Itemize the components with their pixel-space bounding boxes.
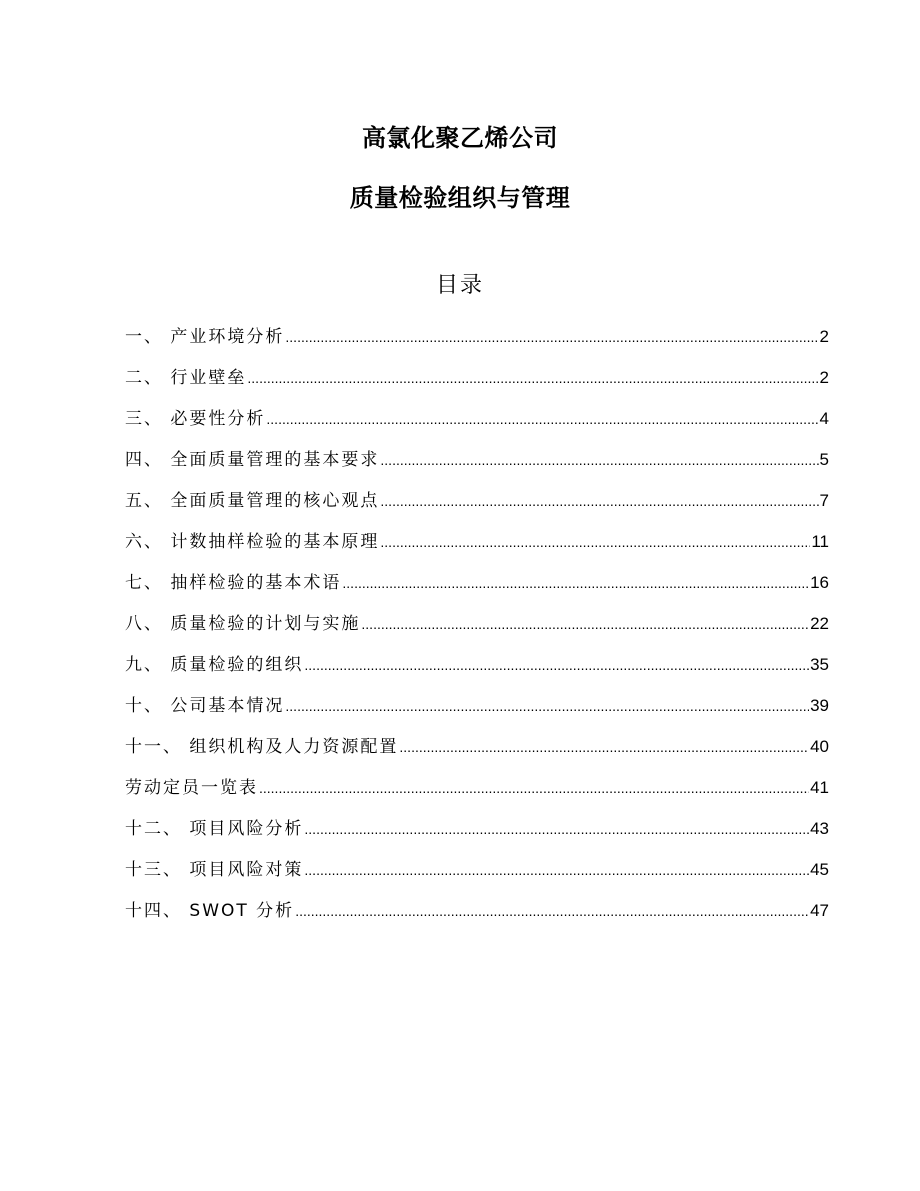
toc-entry-label: 六、 计数抽样检验的基本原理 (125, 532, 380, 552)
toc-entry[interactable] (125, 445, 829, 486)
toc-entry-page: 22 (810, 614, 829, 633)
toc-entry-label: 劳动定员一览表 (125, 778, 258, 798)
toc-entry-label: 十三、 项目风险对策 (125, 860, 304, 880)
toc-leader-dots (259, 773, 809, 803)
toc-entry-page: 2 (819, 327, 829, 346)
toc-leader-dots (380, 527, 810, 557)
toc-entry-label: 十、 公司基本情况 (125, 696, 285, 716)
toc-entry[interactable] (125, 568, 829, 609)
toc-leader-dots (380, 445, 818, 475)
toc-leader-dots (380, 486, 818, 516)
toc-leader-dots (285, 322, 818, 352)
toc-leader-dots (342, 568, 809, 598)
toc-entry[interactable] (125, 814, 829, 855)
toc-leader-dots (285, 691, 809, 721)
toc-leader-dots (361, 609, 809, 639)
toc-entry-label: 一、 产业环境分析 (125, 327, 285, 347)
toc-leader-dots (399, 732, 809, 762)
toc-entry-page: 2 (819, 368, 829, 387)
toc-entry-label: 十二、 项目风险分析 (125, 819, 304, 839)
toc-entry[interactable] (125, 691, 829, 732)
toc-entry-page: 41 (810, 778, 829, 797)
toc-entry-page: 4 (819, 409, 829, 428)
toc-entry-label: 十一、 组织机构及人力资源配置 (125, 737, 399, 757)
document-title: 高氯化聚乙烯公司 (362, 124, 558, 152)
toc-entry-page: 43 (810, 819, 829, 838)
toc-leader-dots (304, 855, 809, 885)
toc-leader-dots (247, 363, 818, 393)
toc-entry[interactable] (125, 527, 829, 568)
toc-entry-label: 二、 行业壁垒 (125, 368, 247, 388)
toc-entry-page: 39 (810, 696, 829, 715)
toc-entry[interactable] (125, 322, 829, 363)
document-subtitle: 质量检验组织与管理 (349, 184, 571, 212)
toc-leader-dots (304, 650, 809, 680)
toc-entry[interactable] (125, 363, 829, 404)
toc-entry-page: 7 (819, 491, 829, 510)
table-of-contents (125, 322, 829, 937)
toc-entry[interactable] (125, 855, 829, 896)
toc-entry-page: 35 (810, 655, 829, 674)
toc-entry-label: 十四、 SWOT 分析 (125, 901, 295, 921)
toc-entry-label: 九、 质量检验的组织 (125, 655, 304, 675)
toc-entry[interactable] (125, 732, 829, 773)
toc-entry-label: 四、 全面质量管理的基本要求 (125, 450, 380, 470)
toc-entry-page: 47 (810, 901, 829, 920)
toc-entry-label: 三、 必要性分析 (125, 409, 266, 429)
toc-leader-dots (304, 814, 809, 844)
toc-entry[interactable] (125, 609, 829, 650)
toc-entry[interactable] (125, 404, 829, 445)
toc-entry-page: 11 (811, 532, 829, 551)
toc-entry-label: 五、 全面质量管理的核心观点 (125, 491, 380, 511)
toc-entry-page: 45 (810, 860, 829, 879)
toc-entry-label: 八、 质量检验的计划与实施 (125, 614, 361, 634)
toc-entry[interactable] (125, 650, 829, 691)
toc-leader-dots (295, 896, 809, 926)
toc-entry-page: 40 (810, 737, 829, 756)
toc-entry-page: 16 (810, 573, 829, 592)
toc-entry[interactable] (125, 773, 829, 814)
toc-entry-label: 七、 抽样检验的基本术语 (125, 573, 342, 593)
toc-entry[interactable] (125, 896, 829, 937)
toc-heading: 目录 (435, 273, 484, 298)
toc-entry[interactable] (125, 486, 829, 527)
toc-leader-dots (266, 404, 818, 434)
toc-entry-page: 5 (819, 450, 829, 469)
